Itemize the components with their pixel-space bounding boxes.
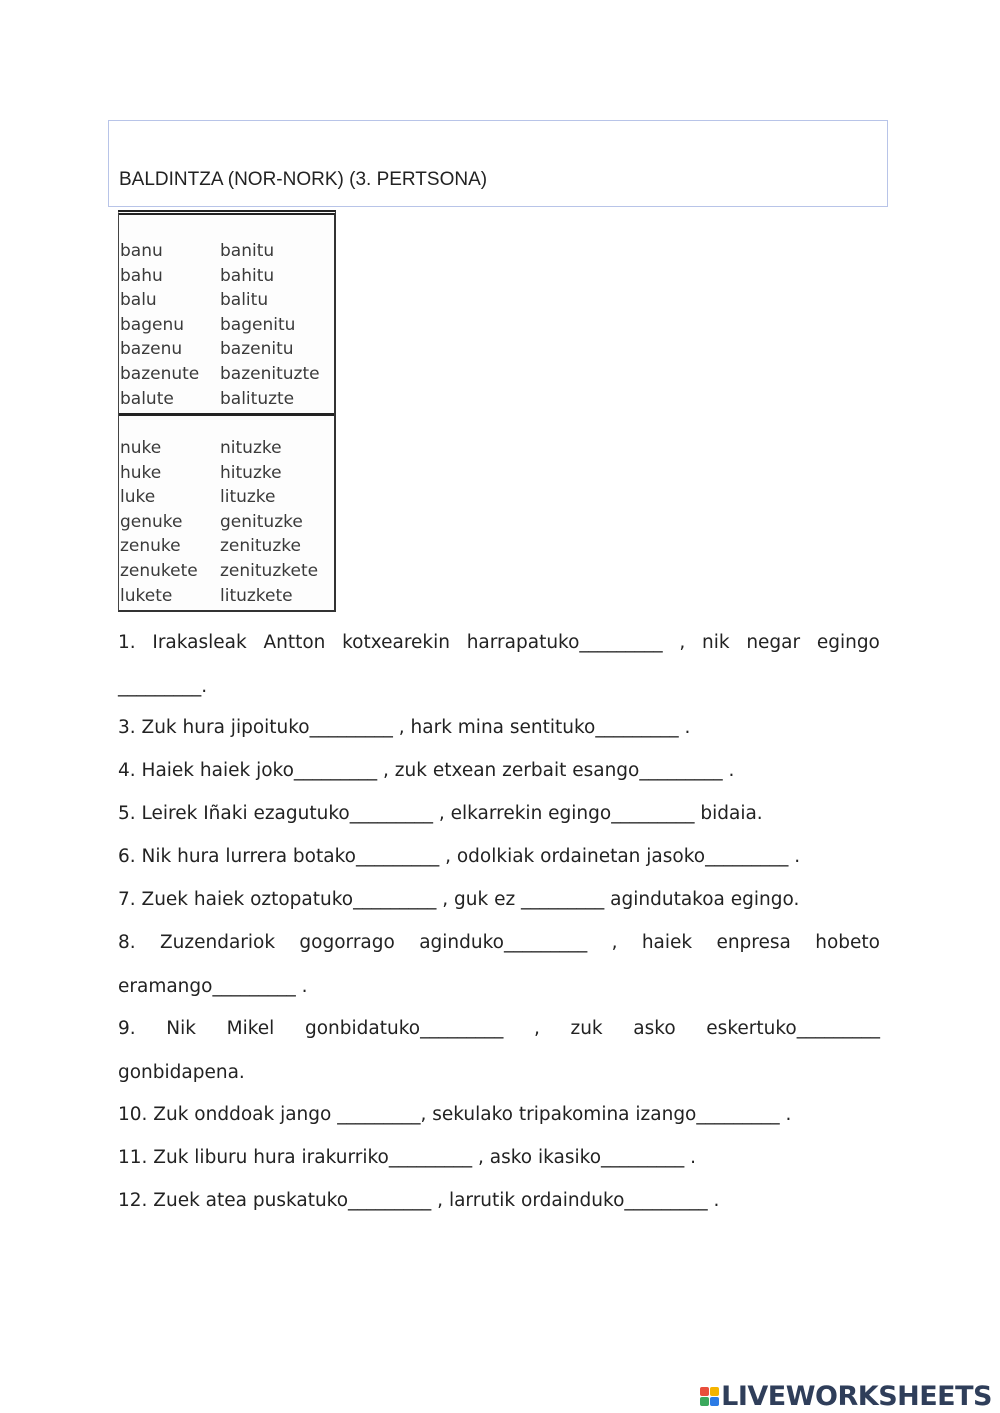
exercise-5 [118,792,880,836]
exercise-4 [118,749,880,793]
verb-form-plural: bagenitu [220,314,296,335]
word: , [533,1018,540,1039]
word: Irakasleak [152,632,247,653]
exercise-6 [118,835,880,879]
word: negar [746,632,801,653]
table-row [119,339,334,364]
table-row [119,487,334,512]
exercise-6-text: 6. Nik hura lurrera botako_________ , odolkiak ordainetan jasoko_________ . [118,846,801,867]
table-row [119,438,334,463]
exercise-9 [118,1007,880,1095]
verb-form-plural: zenituzke [220,536,301,557]
word: egingo [816,632,880,653]
word: 9. [118,1018,136,1039]
exercise-12 [118,1179,880,1223]
exercise-3 [118,706,880,750]
exercise-10-text: 10. Zuk onddoak jango _________, sekulako tripakomina izango_________ . [118,1104,792,1125]
verb-form-singular: luke [120,487,156,508]
table-row [119,364,334,389]
exercise-7-text: 7. Zuek haiek oztopatuko_________ , guk ez _________ agindutakoa egingo. [118,889,800,910]
table-row [119,536,334,561]
exercise-8-line-1 [118,921,880,965]
title-box [108,120,888,207]
word: , [679,632,686,653]
word: kotxearekin [342,632,450,653]
logo-square [710,1397,719,1406]
verb-form-plural: bazenitu [220,339,294,360]
exercise-8 [118,921,880,1009]
verb-form-singular: banu [120,241,163,261]
word: enpresa [716,932,791,953]
word: hobeto [815,932,880,953]
exercise-11-text: 11. Zuk liburu hura irakurriko_________ , asko ikasiko_________ . [118,1147,697,1168]
exercise-10 [118,1093,880,1137]
exercise-12-text: 12. Zuek atea puskatuko_________ , larrutik ordainduko_________ . [118,1190,720,1211]
exercise-1-line-1 [118,621,880,665]
logo-square [700,1387,709,1396]
worksheet-title: BALDINTZA (NOR-NORK) (3. PERTSONA) [119,169,488,190]
word: 8. [118,932,136,953]
word: 1. [118,632,136,653]
word: zuk [570,1018,603,1039]
verb-form-singular: lukete [120,585,173,606]
word: Zuzendariok [160,932,276,953]
table-row [119,561,334,586]
verb-form-singular: bazenute [120,364,200,384]
logo-square [700,1397,709,1406]
verb-form-singular: bagenu [120,314,185,335]
table-row [119,290,334,315]
table-divider [119,413,334,416]
verb-form-plural: bazenituzte [220,364,320,384]
exercise-1-line-2: _________. [118,676,208,697]
table-row [119,266,334,291]
verb-form-plural: bahitu [220,265,275,286]
word: haiek [641,932,693,953]
verb-form-plural: nituzke [220,438,282,458]
conjugation-table [118,210,336,612]
word: gogorrago [299,932,395,953]
verb-form-plural: zenituzkete [220,561,319,581]
verb-form-plural: balitu [220,290,269,311]
verb-form-plural: balituzte [220,388,295,409]
exercise-9-line-2: gonbidapena. [118,1062,245,1083]
exercise-4-text: 4. Haiek haiek joko_________ , zuk etxean zerbait esango_________ . [118,760,735,781]
verb-form-singular: balu [120,290,157,311]
logo-text: LIVEWORKSHEETS [721,1380,992,1412]
table-row [119,463,334,488]
verb-form-plural: genituzke [220,511,303,532]
word: aginduko_________ [419,932,588,953]
verb-form-singular: balute [120,388,174,409]
verb-form-singular: genuke [120,511,183,532]
verb-form-plural: hituzke [220,462,282,483]
verb-form-singular: zenukete [120,561,198,581]
word: Nik [166,1018,196,1039]
word: gonbidatuko_________ [304,1018,504,1039]
table-row [119,241,334,266]
verb-form-singular: bahu [120,265,163,286]
word: Antton [263,632,326,653]
exercise-3-text: 3. Zuk hura jipoituko_________ , hark mina sentituko_________ . [118,717,691,738]
exercise-9-line-1 [118,1007,880,1051]
verb-form-plural: banitu [220,241,275,261]
verb-form-singular: huke [120,462,162,483]
word: harrapatuko_________ [466,632,663,653]
exercise-7 [118,878,880,922]
exercise-11 [118,1136,880,1180]
exercise-1 [118,621,880,709]
table-row [119,586,334,611]
verb-form-plural: lituzke [220,487,276,508]
word: Mikel [226,1018,275,1039]
logo-square [710,1387,719,1396]
word: , [611,932,618,953]
verb-form-singular: bazenu [120,339,183,360]
exercise-8-line-2: eramango_________ . [118,976,308,997]
exercise-5-text: 5. Leirek Iñaki ezagutuko_________ , elkarrekin egingo_________ bidaia. [118,803,763,824]
liveworksheets-logo[interactable] [700,1381,992,1411]
word: asko [633,1018,676,1039]
verb-form-plural: lituzkete [220,585,293,606]
word: eskertuko_________ [706,1018,880,1039]
table-row [119,315,334,340]
verb-form-singular: zenuke [120,536,181,557]
verb-form-singular: nuke [120,438,162,458]
table-row [119,389,334,414]
word: nik [702,632,730,653]
table-row [119,512,334,537]
logo-mark-icon [700,1387,719,1406]
